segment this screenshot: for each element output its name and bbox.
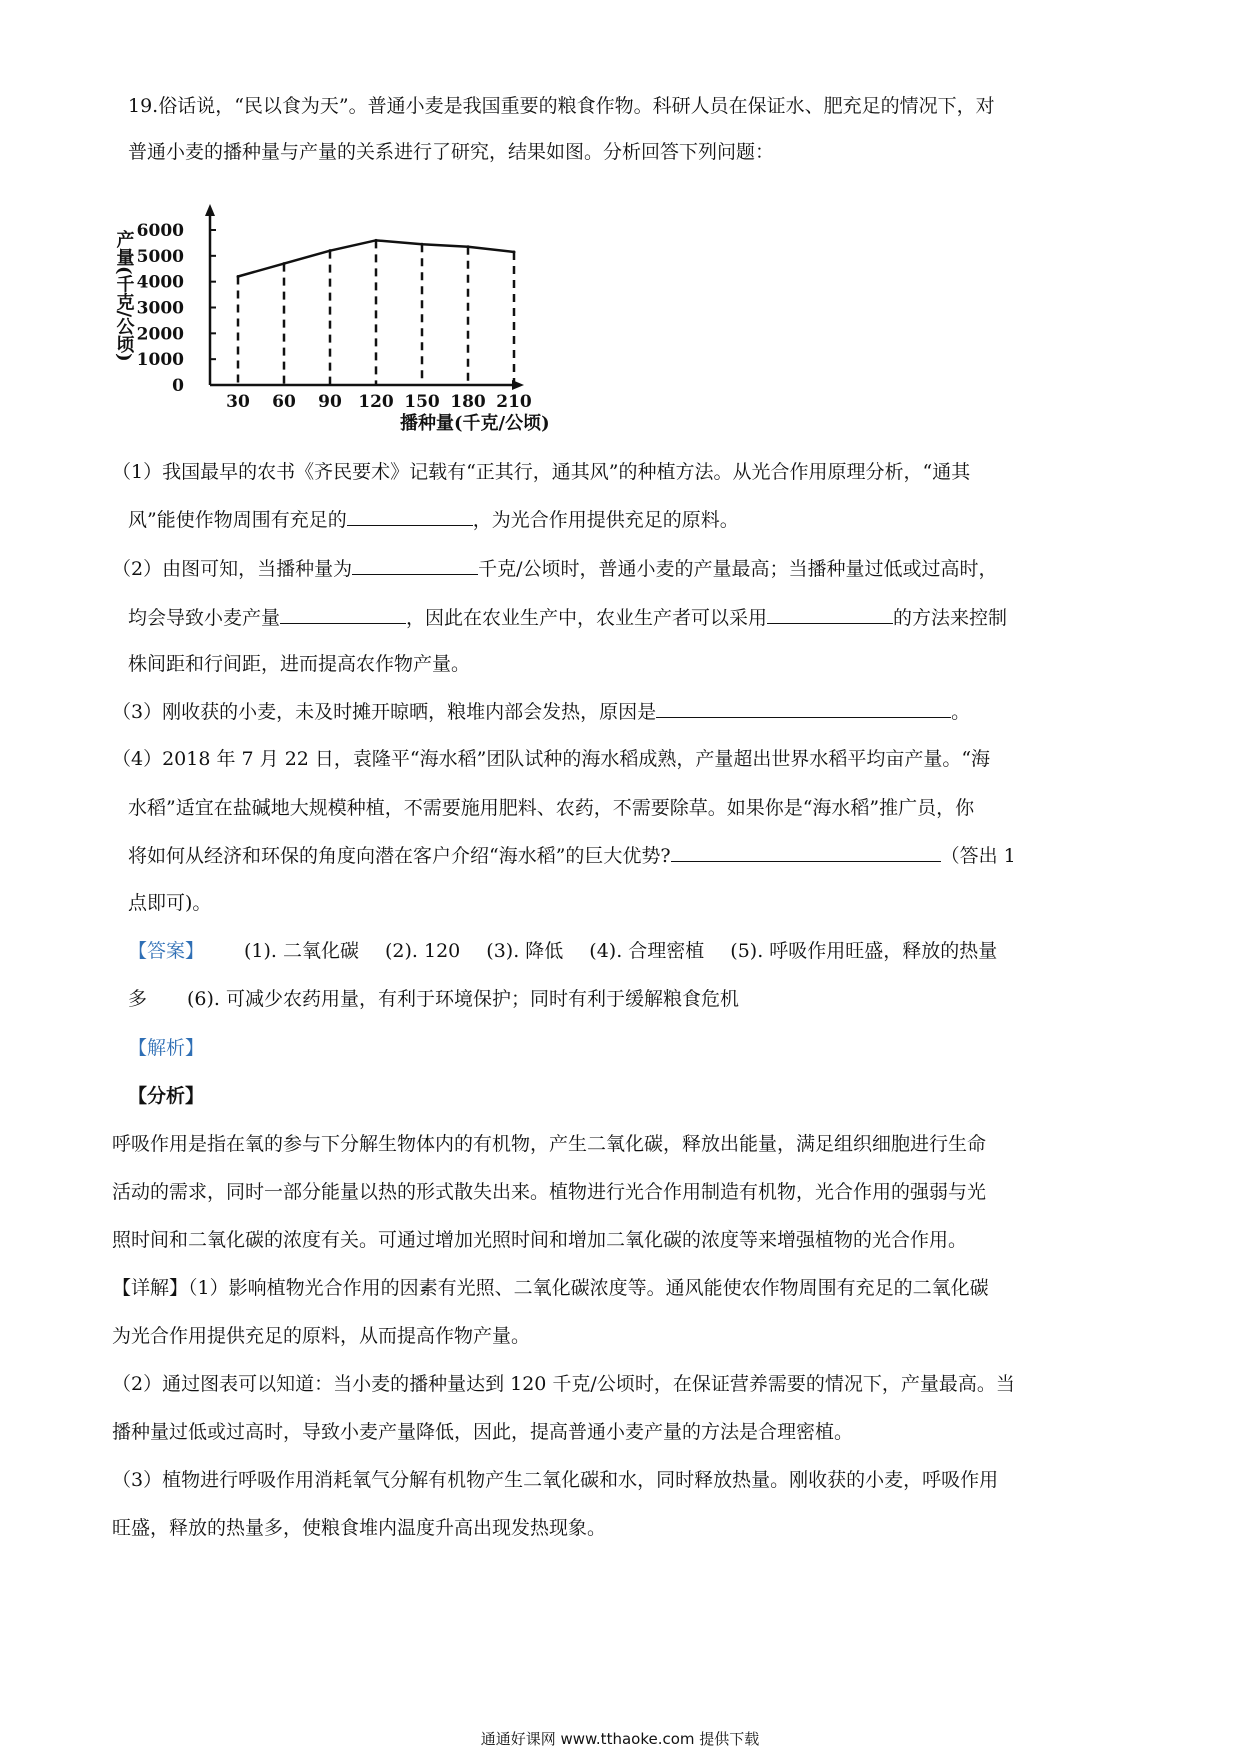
answer-item-4: (4). 合理密植 <box>589 940 705 962</box>
data-point <box>375 239 378 242</box>
detail-line-4: 播种量过低或过高时，导致小麦产量降低，因此，提高普通小麦产量的方法是合理密植。 <box>112 1421 854 1443</box>
data-point <box>283 262 286 265</box>
q2-blank-2[interactable] <box>280 603 406 624</box>
q4-line-a: （4）2018 年 7 月 22 日，袁隆平“海水稻”团队试种的海水稻成熟，产量超出世界水稻平均亩产量。“海 <box>112 748 991 770</box>
data-point <box>513 250 516 253</box>
q1-line-a: （1）我国最早的农书《齐民要术》记载有“正其行，通其风”的种植方法。从光合作用原理分析，“通其 <box>112 461 971 483</box>
q2-line-a <box>112 554 1128 583</box>
data-point <box>467 245 470 248</box>
x-tick-label: 60 <box>272 392 296 412</box>
detail-line-1: 【详解】（1）影响植物光合作用的因素有光照、二氧化碳浓度等。通风能使农作物周围有充足的二氧化碳 <box>112 1277 989 1299</box>
q2-text-2: 千克/公顷时，普通小麦的产量最高；当播种量过低或过高时， <box>478 558 998 580</box>
y-tick-label: 0 <box>172 376 184 396</box>
q3-text-1: （3）刚收获的小麦，未及时摊开晾晒，粮堆内部会发热，原因是 <box>112 701 657 723</box>
q1-line-b <box>128 505 1128 534</box>
detail-line-3: （2）通过图表可以知道：当小麦的播种量达到 120 千克/公顷时，在保证营养需要的情况下，产量最高。当 <box>112 1373 1015 1395</box>
q1-text-1: 风”能使作物周围有充足的 <box>128 509 347 531</box>
jiexi-heading: 【解析】 <box>128 1037 205 1059</box>
footer-credit: 通通好课网 www.tthaoke.com 提供下载 <box>480 1730 760 1748</box>
data-point <box>329 249 332 252</box>
y-tick-label: 3000 <box>136 298 184 319</box>
x-tick-label: 90 <box>318 392 342 412</box>
detail-line-2: 为光合作用提供充足的原料，从而提高作物产量。 <box>112 1325 531 1347</box>
q2-text-3: 均会导致小麦产量 <box>128 607 281 629</box>
x-tick-label: 210 <box>496 392 532 412</box>
x-tick-label: 150 <box>404 392 440 412</box>
answer-item-1: (1). 二氧化碳 <box>244 940 360 962</box>
y-tick-label: 4000 <box>136 272 184 293</box>
x-tick-label: 120 <box>358 392 394 412</box>
answer-item-6: (6). 可减少农药用量，有利于环境保护；同时有利于缓解粮食危机 <box>187 988 740 1010</box>
question-line-1: 19.俗话说，“民以食为天”。普通小麦是我国重要的粮食作物。科研人员在保证水、肥充足的情况下，对 <box>128 95 995 117</box>
y-tick-label: 5000 <box>136 246 184 267</box>
y-tick-label: 2000 <box>136 324 184 345</box>
data-point <box>421 243 424 246</box>
q4-line-b: 水稻”适宜在盐碱地大规模种植，不需要施用肥料、农药，不需要除草。如果你是“海水稻”推广员，你 <box>128 797 975 819</box>
answer-item-5: (5). 呼吸作用旺盛，释放的热量 <box>730 940 998 962</box>
y-axis-arrow <box>205 204 215 216</box>
q2-line-c: 株间距和行间距，进而提高农作物产量。 <box>128 653 471 675</box>
q2-text-1: （2）由图可知，当播种量为 <box>112 558 353 580</box>
y-axis-label: 产量(千克/公顷) <box>113 230 135 362</box>
q3-text-2: 。 <box>951 701 971 723</box>
x-tick-label: 180 <box>450 392 486 412</box>
answer-line-1 <box>128 937 1128 965</box>
y-tick-label: 6000 <box>136 221 184 241</box>
q1-blank[interactable] <box>347 505 473 526</box>
answer-line2-a: 多 <box>128 988 148 1010</box>
detail-line-5: （3）植物进行呼吸作用消耗氧气分解有机物产生二氧化碳和水，同时释放热量。刚收获的小麦，呼吸作用 <box>112 1469 999 1491</box>
q2-text-4: ，因此在农业生产中，农业生产者可以采用 <box>406 607 768 629</box>
q2-blank-1[interactable] <box>352 554 478 575</box>
q4-line-c <box>128 841 1128 870</box>
analysis-line-1: 呼吸作用是指在氧的参与下分解生物体内的有机物，产生二氧化碳，释放出能量，满足组织细胞进行生命 <box>112 1133 987 1155</box>
q4-blank[interactable] <box>671 841 941 862</box>
y-tick-label: 1000 <box>136 350 184 371</box>
data-point <box>237 275 240 278</box>
answer-item-2: (2). 120 <box>385 940 461 962</box>
x-tick-label: 30 <box>226 392 250 412</box>
q3-line <box>112 697 1128 726</box>
q4-text-2: （答出 1 <box>940 845 1016 867</box>
fenxi-heading: 【分析】 <box>128 1085 205 1107</box>
q4-line-d: 点即可)。 <box>128 892 212 914</box>
yield-chart <box>110 200 650 440</box>
answer-line-2 <box>128 985 1128 1013</box>
analysis-line-3: 照时间和二氧化碳的浓度有关。可通过增加光照时间和增加二氧化碳的浓度等来增强植物的光合作用。 <box>112 1229 968 1251</box>
q2-blank-3[interactable] <box>767 603 893 624</box>
answer-label: 【答案】 <box>128 940 205 962</box>
detail-line-6: 旺盛，释放的热量多，使粮食堆内温度升高出现发热现象。 <box>112 1517 607 1539</box>
q2-line-b <box>128 603 1128 632</box>
q1-text-2: ，为光合作用提供充足的原料。 <box>472 509 739 531</box>
x-axis-label: 播种量(千克/公顷) <box>400 413 550 434</box>
answer-item-3: (3). 降低 <box>486 940 564 962</box>
q3-blank[interactable] <box>656 697 951 718</box>
q2-text-5: 的方法来控制 <box>893 607 1008 629</box>
question-line-2: 普通小麦的播种量与产量的关系进行了研究，结果如图。分析回答下列问题： <box>128 141 775 163</box>
analysis-line-2: 活动的需求，同时一部分能量以热的形式散失出来。植物进行光合作用制造有机物，光合作用的强弱与光 <box>112 1181 987 1203</box>
q4-text-1: 将如何从经济和环保的角度向潜在客户介绍“海水稻”的巨大优势? <box>128 845 671 867</box>
